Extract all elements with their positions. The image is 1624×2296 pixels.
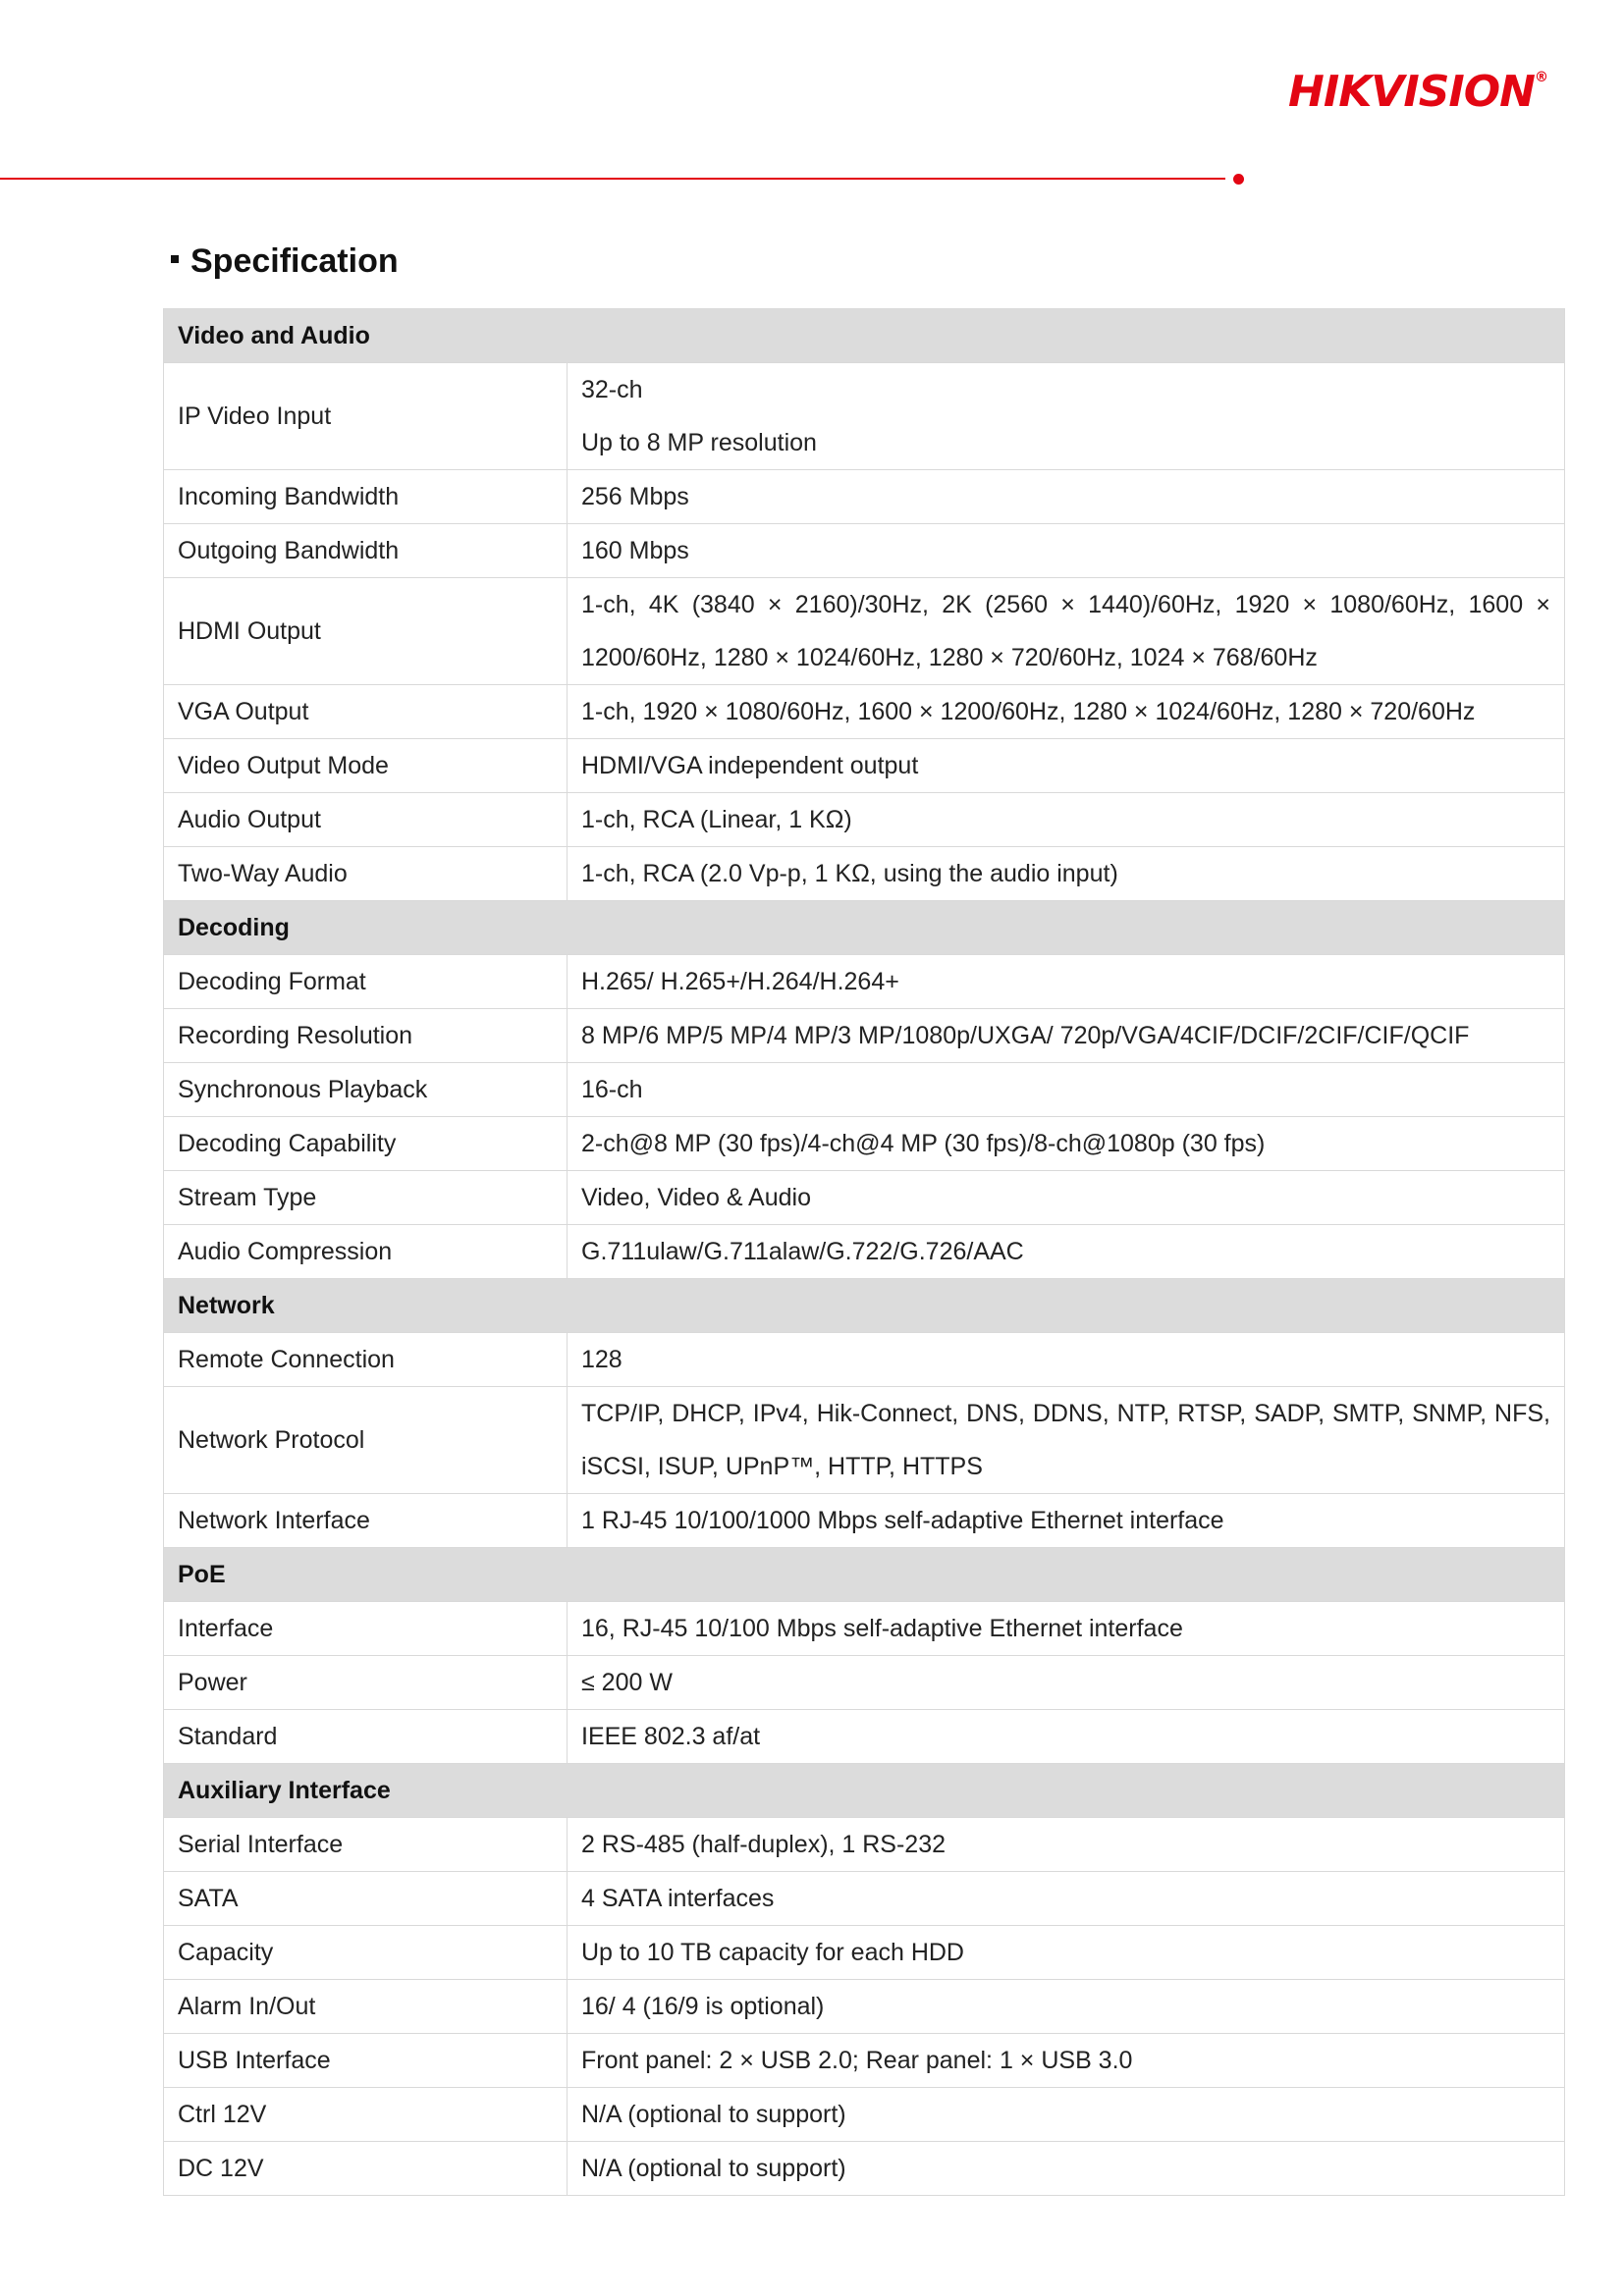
spec-value <box>568 578 1565 685</box>
spec-value-line: IEEE 802.3 af/at <box>581 1722 761 1750</box>
group-header-row <box>164 1764 1565 1818</box>
spec-value-line: 2-ch@8 MP (30 fps)/4-ch@4 MP (30 fps)/8-ch@1080p (30 fps) <box>581 1129 1266 1157</box>
spec-label: Video Output Mode <box>164 739 568 793</box>
spec-value <box>568 2088 1565 2142</box>
spec-value-line: Front panel: 2 × USB 2.0; Rear panel: 1 × USB 3.0 <box>581 2046 1133 2074</box>
spec-label: Alarm In/Out <box>164 1980 568 2034</box>
spec-value <box>568 1602 1565 1656</box>
spec-value <box>568 1926 1565 1980</box>
spec-label: Recording Resolution <box>164 1009 568 1063</box>
group-title: Auxiliary Interface <box>164 1764 1565 1818</box>
spec-value <box>568 1333 1565 1387</box>
spec-value-line: 256 Mbps <box>581 482 689 510</box>
spec-row <box>164 1387 1565 1494</box>
spec-value <box>568 524 1565 578</box>
spec-value <box>568 1710 1565 1764</box>
spec-label: Stream Type <box>164 1171 568 1225</box>
spec-value-line: 1-ch, 4K (3840 × 2160)/30Hz, 2K (2560 × 1440)/60Hz, 1920 × 1080/60Hz, 1600 × 1200/60Hz, 1280 × 1024/60Hz, 1280 × 720/60Hz, 1024 × 768/60Hz <box>581 591 1550 671</box>
spec-value-line: HDMI/VGA independent output <box>581 751 919 779</box>
spec-label: Interface <box>164 1602 568 1656</box>
spec-row <box>164 1710 1565 1764</box>
spec-label: Synchronous Playback <box>164 1063 568 1117</box>
spec-row <box>164 793 1565 847</box>
spec-value <box>568 470 1565 524</box>
spec-row <box>164 685 1565 739</box>
spec-value <box>568 1494 1565 1548</box>
specification-table <box>163 308 1565 2196</box>
spec-value-line: 16/ 4 (16/9 is optional) <box>581 1992 825 2020</box>
spec-value <box>568 1171 1565 1225</box>
spec-label: HDMI Output <box>164 578 568 685</box>
spec-value <box>568 1872 1565 1926</box>
registered-mark: ® <box>1535 70 1548 85</box>
spec-row <box>164 1171 1565 1225</box>
group-header-row <box>164 309 1565 363</box>
spec-value-line: 1 RJ-45 10/100/1000 Mbps self-adaptive Ethernet interface <box>581 1506 1224 1534</box>
spec-label: IP Video Input <box>164 363 568 470</box>
spec-label: Incoming Bandwidth <box>164 470 568 524</box>
spec-value-line: 160 Mbps <box>581 536 689 564</box>
spec-row <box>164 1980 1565 2034</box>
spec-row <box>164 363 1565 470</box>
spec-label: SATA <box>164 1872 568 1926</box>
spec-row <box>164 2034 1565 2088</box>
spec-value-line: 8 MP/6 MP/5 MP/4 MP/3 MP/1080p/UXGA/ 720p/VGA/4CIF/DCIF/2CIF/CIF/QCIF <box>581 1021 1470 1049</box>
spec-value-line: 32-ch <box>581 376 643 403</box>
spec-row <box>164 955 1565 1009</box>
spec-value-line: N/A (optional to support) <box>581 2154 846 2182</box>
group-title: Video and Audio <box>164 309 1565 363</box>
spec-value <box>568 1225 1565 1279</box>
spec-value-line: TCP/IP, DHCP, IPv4, Hik-Connect, DNS, DDNS, NTP, RTSP, SADP, SMTP, SNMP, NFS, iSCSI, ISUP, UPnP™, HTTP, HTTPS <box>581 1400 1550 1480</box>
spec-value-line: 1-ch, RCA (Linear, 1 KΩ) <box>581 805 852 833</box>
spec-label: Serial Interface <box>164 1818 568 1872</box>
section-heading <box>171 242 399 281</box>
hikvision-logo <box>1288 67 1548 117</box>
spec-row <box>164 1872 1565 1926</box>
spec-value <box>568 1117 1565 1171</box>
spec-value <box>568 793 1565 847</box>
spec-row <box>164 578 1565 685</box>
spec-value-line: 2 RS-485 (half-duplex), 1 RS-232 <box>581 1830 947 1858</box>
spec-row <box>164 739 1565 793</box>
spec-label: Decoding Capability <box>164 1117 568 1171</box>
group-title: Decoding <box>164 901 1565 955</box>
spec-row <box>164 470 1565 524</box>
spec-label: DC 12V <box>164 2142 568 2196</box>
spec-row <box>164 2142 1565 2196</box>
spec-label: Decoding Format <box>164 955 568 1009</box>
spec-value-line: Video, Video & Audio <box>581 1183 811 1211</box>
spec-label: USB Interface <box>164 2034 568 2088</box>
spec-value <box>568 1980 1565 2034</box>
spec-value <box>568 955 1565 1009</box>
spec-label: Audio Output <box>164 793 568 847</box>
spec-row <box>164 524 1565 578</box>
group-header-row <box>164 901 1565 955</box>
group-title: Network <box>164 1279 1565 1333</box>
spec-row <box>164 847 1565 901</box>
spec-value <box>568 1009 1565 1063</box>
spec-row <box>164 1602 1565 1656</box>
header-rule <box>0 178 1225 180</box>
spec-label: Power <box>164 1656 568 1710</box>
header-rule-dot <box>1233 174 1244 185</box>
group-title: PoE <box>164 1548 1565 1602</box>
spec-label: Standard <box>164 1710 568 1764</box>
spec-value <box>568 2142 1565 2196</box>
logo-text: HIKVISION <box>1288 67 1536 117</box>
spec-value-line: H.265/ H.265+/H.264/H.264+ <box>581 967 899 995</box>
spec-value <box>568 1387 1565 1494</box>
spec-value-line: 1-ch, RCA (2.0 Vp-p, 1 KΩ, using the audio input) <box>581 859 1118 887</box>
spec-row <box>164 1494 1565 1548</box>
spec-value <box>568 1818 1565 1872</box>
spec-label: Ctrl 12V <box>164 2088 568 2142</box>
spec-label: Two-Way Audio <box>164 847 568 901</box>
spec-value-line: 128 <box>581 1345 623 1373</box>
spec-label: Network Protocol <box>164 1387 568 1494</box>
spec-value-line: N/A (optional to support) <box>581 2100 846 2128</box>
spec-label: Remote Connection <box>164 1333 568 1387</box>
spec-value <box>568 685 1565 739</box>
spec-row <box>164 1117 1565 1171</box>
spec-value-line: G.711ulaw/G.711alaw/G.722/G.726/AAC <box>581 1237 1024 1265</box>
spec-row <box>164 1818 1565 1872</box>
spec-value-line: 16-ch <box>581 1075 643 1103</box>
section-title: Specification <box>190 242 399 280</box>
spec-row <box>164 1009 1565 1063</box>
group-header-row <box>164 1548 1565 1602</box>
spec-row <box>164 1225 1565 1279</box>
spec-row <box>164 1926 1565 1980</box>
spec-value-line: 1-ch, 1920 × 1080/60Hz, 1600 × 1200/60Hz, 1280 × 1024/60Hz, 1280 × 720/60Hz <box>581 697 1476 725</box>
spec-value-line: 16, RJ-45 10/100 Mbps self-adaptive Ethernet interface <box>581 1614 1183 1642</box>
spec-label: VGA Output <box>164 685 568 739</box>
spec-value-line: 4 SATA interfaces <box>581 1884 775 1912</box>
group-header-row <box>164 1279 1565 1333</box>
spec-row <box>164 1656 1565 1710</box>
spec-label: Network Interface <box>164 1494 568 1548</box>
spec-value-line: Up to 10 TB capacity for each HDD <box>581 1938 964 1966</box>
spec-row <box>164 2088 1565 2142</box>
spec-value <box>568 1063 1565 1117</box>
spec-row <box>164 1063 1565 1117</box>
spec-value <box>568 1656 1565 1710</box>
spec-value <box>568 363 1565 470</box>
spec-label: Outgoing Bandwidth <box>164 524 568 578</box>
spec-value <box>568 2034 1565 2088</box>
spec-value-line: ≤ 200 W <box>581 1668 673 1696</box>
spec-row <box>164 1333 1565 1387</box>
square-bullet-icon <box>171 255 179 263</box>
spec-label: Audio Compression <box>164 1225 568 1279</box>
spec-value <box>568 847 1565 901</box>
spec-value <box>568 739 1565 793</box>
specification-table-body <box>164 309 1565 2196</box>
spec-value-line: Up to 8 MP resolution <box>581 429 817 456</box>
spec-label: Capacity <box>164 1926 568 1980</box>
